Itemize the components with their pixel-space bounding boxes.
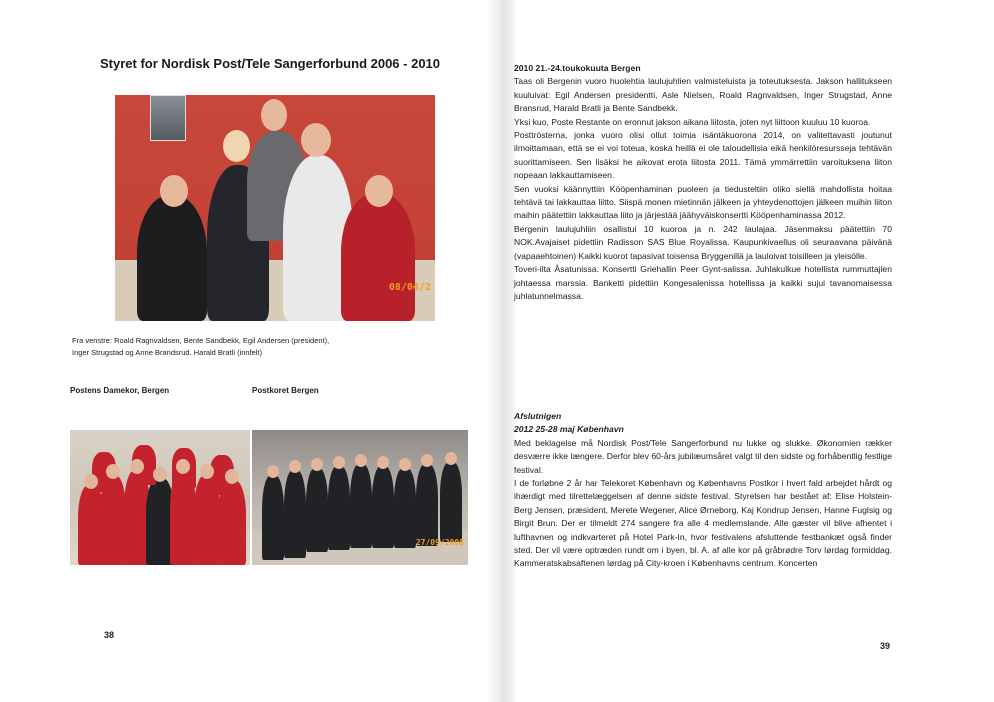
person-shape	[341, 193, 415, 321]
person-head	[225, 469, 239, 484]
label-damekor: Postens Damekor, Bergen	[70, 386, 170, 395]
person-shape	[284, 470, 306, 558]
person-head	[355, 454, 367, 467]
left-page-title: Styret for Nordisk Post/Tele Sangerforbund 2006 - 2010	[99, 56, 441, 71]
inset-portrait	[150, 95, 186, 141]
person-shape	[137, 195, 207, 321]
photo-date-stamp: 27/09/2008	[415, 538, 464, 547]
person-head	[311, 458, 323, 471]
page-number-left: 38	[104, 630, 115, 640]
person-shape	[350, 464, 372, 548]
person-shape	[416, 464, 438, 546]
person-head	[153, 467, 167, 482]
person-head	[445, 452, 457, 465]
paragraph: I de forløbne 2 år har Telekoret København og Københavns Postkor i hvert fald arbejdet hårdt og ihærdigt med tilrettelæggelsen af denne sidste festival. Styrelsen har bestået af: Elise Holstein-Berg Jensen, præsident, Merete Wegener, Alice Ørneborg, Kaj Kondrup Jensen, Hanne Fuglsig og Birgit Brun. Der er tilmeldt 274 sangere fra alle 4 medlemslande. Alle gæster vil blive afhentet i lufthavnen og indkvarteret på Hotel Park-In, hvor festivalens afsluttende festbankæt også finder sted. Der vil være optræden rundt om i byen, bl. A. af alle kor på gråbrødre Torv lørdag formiddag. Kammeratskabsaftenen lørdag på City-kroen i Københavns centrum. Koncerten	[514, 478, 892, 569]
person-head	[399, 458, 411, 471]
person-shape	[440, 462, 462, 542]
person-head	[267, 465, 279, 478]
photo-date-stamp: 08/04/2	[388, 282, 431, 293]
person-shape	[262, 475, 284, 560]
section-heading-afslutning: Afslutnigen	[514, 411, 562, 421]
person-head	[333, 456, 345, 469]
person-shape	[394, 468, 416, 548]
person-head	[365, 175, 393, 207]
person-shape	[372, 466, 394, 548]
person-head	[160, 175, 188, 207]
finnish-section	[514, 62, 892, 303]
paragraph: Taas oli Bergenin vuoro huolehtia laulujuhlien valmisteluista ja toteutuksesta. Jakson hallitukseen kuuluivat: Egil Andersen presidentti, Asle Nielsen, Roald Ragnvaldsen, Inger Strugstad, Anne Bransrud, Harald Bratli ja Bente Sandbekk.	[514, 76, 892, 114]
person-head	[421, 454, 433, 467]
person-head	[377, 456, 389, 469]
photo-caption	[72, 335, 402, 359]
book-gutter	[487, 0, 515, 702]
person-head	[106, 464, 120, 479]
person-head	[301, 123, 331, 157]
paragraph: Bergenin laulujuhliin osallistui 10 kuoroa ja n. 242 laulajaa. Jäsenmaksu päätettiin 70 NOK.Avajaiset pidettiin Radisson SAS Blue Royalissa. Kaupunkivaellus oli seuraavana päivänä (vapaaehtoinen) Kaikki kuorot tapasivat toisensa Bryggenillä ja lauloivat toisilleen ja yleisölle.	[514, 223, 892, 261]
danish-section	[514, 410, 892, 571]
caption-line: Fra venstre: Roald Ragnvaldsen, Bente Sandbekk, Egil Andersen (president),	[72, 336, 330, 345]
paragraph: Posttrösterna, jonka vuoro olisi ollut toimia isäntäkuorona 2014, on valitettavasti joutunut ilmoittamaan, että se ei voi toteua, koska heillä ei ole taloudellisia eikä henkilöresursseja tehtävän suorittamiseen. Sen lisäksi he aikovat erota liitosta 2011. Tämä ymmärrettiin varoituksena liiton nopeaan lakkauttamiseen.	[514, 130, 892, 181]
paragraph: Sen vuoksi käännyttiin Kööpenhaminan puoleen ja tiedusteltiin oliko siellä mahdollista hoitaa tehtävä tai lakkauttaa liitto. Siispä monen mietinnän jälkeen ja yhteydenottojen jälkeen muihin liiton maihin päätettiin lakkauttaa liito ja järjestää jäähyväiskonsertti Kööpenhaminassa 2012.	[514, 183, 892, 221]
person-head	[261, 99, 287, 131]
person-head	[289, 460, 301, 473]
caption-line: Inger Strugstad og Anne Brandsrud. Harald Bratli (innfelt)	[72, 348, 263, 357]
postkoret-photo	[252, 430, 468, 565]
page-number-right: 39	[880, 641, 891, 651]
person-head	[130, 459, 144, 474]
paragraph: Yksi kuo, Poste Restante on eronnut jakson aikana liitosta, joten nyt liittoon kuuluu 10 kuoroa.	[514, 116, 871, 127]
board-group-photo	[115, 95, 435, 321]
person-head	[223, 130, 250, 162]
section-heading-kobenhavn: 2012 25-28 maj København	[514, 424, 624, 435]
section-heading-bergen: 2010 21.-24.toukokuuta Bergen	[514, 63, 641, 73]
person-shape	[328, 466, 350, 550]
person-head	[200, 464, 214, 479]
damekor-photo	[70, 430, 250, 565]
paragraph: Med beklagelse må Nordisk Post/Tele Sangerforbund nu lukke og slukke. Økonomien rækker desværre ikke længere. Derfor blev 60-års jubilæumsåret valgt til den sidste og forhåbentlig festlige festival.	[514, 437, 892, 475]
paragraph: Toveri-ilta Åsatunissa. Konsertti Griehallin Peer Gynt-salissa. Juhlakulkue hotellista rummuttajien johtaessa marssia. Banketti pidettiin Kongesalenissa hotellissa ja kaikki sujui tavanomaisessa juhlatunnelmassa.	[514, 264, 892, 301]
person-head	[84, 474, 98, 489]
person-shape	[306, 468, 328, 552]
person-head	[176, 459, 190, 474]
label-postkoret: Postkoret Bergen	[252, 386, 319, 395]
